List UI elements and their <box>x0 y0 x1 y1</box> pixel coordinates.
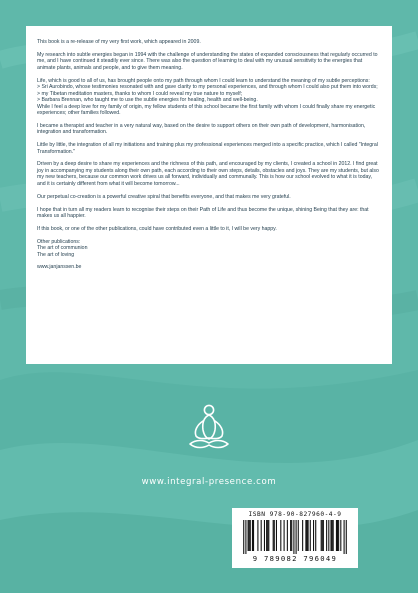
barcode-bar <box>310 520 311 551</box>
barcode-bar <box>305 520 306 551</box>
barcode-bar <box>328 520 329 551</box>
barcode-bar <box>332 520 333 551</box>
barcode-bar <box>245 520 246 554</box>
paragraph-therapist: I became a therapist and teacher in a very natural way, based on the desire to support others on their own path of development, harmonisation, integration and transformation. <box>37 122 366 136</box>
barcode-bar <box>243 520 244 554</box>
publication-item: The art of loving <box>37 251 75 258</box>
barcode-bar <box>273 520 274 551</box>
barcode-bar <box>250 520 251 551</box>
barcode-bars <box>241 520 349 554</box>
barcode-bar <box>346 520 347 554</box>
barcode-bar <box>252 520 253 551</box>
barcode-bar <box>302 520 303 551</box>
barcode-bar <box>249 520 250 551</box>
barcode-bar <box>253 520 254 551</box>
barcode-bar <box>296 520 297 554</box>
barcode-bar <box>337 520 338 551</box>
barcode-bar <box>280 520 281 551</box>
barcode-bar <box>330 520 331 551</box>
isbn-barcode <box>232 508 358 568</box>
publications-heading: Other publications: <box>37 238 81 245</box>
back-cover-text-panel <box>26 26 392 364</box>
barcode-bar <box>290 520 291 551</box>
barcode-bar <box>276 520 277 551</box>
paragraph-hope: I hope that in turn all my readers learn to recognise their steps on their Path of Life and thus become the unique, shining Being that they are: that makes us all happier. <box>37 206 369 220</box>
isbn-label: ISBN 978-90-827960-4-9 <box>248 511 342 518</box>
barcode-bar <box>308 520 309 551</box>
barcode-bar <box>293 520 294 554</box>
barcode-bar <box>344 520 345 554</box>
paragraph-influences: Life, which is good to all of us, has brought people onto my path through whom I could learn to understand the meaning of my subtle perceptions: > Sri Aurobindo, whose testimonies resonated with and gave clarity to my personal experiences, and through whom I could also put them into words; > my Tibetan meditation masters, thanks to whom I could reveal my true nature to myself; > Barbara Brennan, who taught me to use the subtle energies for healing, health and well-being. While I feel a deep love for my family of origin, my fellow students of this school became the first family with whom I could finally share my energetic experiences; other families followed. <box>37 77 378 117</box>
barcode-bar <box>336 520 337 551</box>
barcode-bar <box>248 520 249 551</box>
barcode-bar <box>261 520 262 551</box>
barcode-bar <box>284 520 285 551</box>
barcode-bar <box>321 520 322 551</box>
barcode-bar <box>266 520 267 551</box>
paragraph-intro: This book is a re-release of my very first work, which appeared in 2009. <box>37 39 201 45</box>
paragraph-school: Driven by a deep desire to share my experiences and the richness of this path, and encouraged by my clients, I created a school in 2012. I find great joy in accompanying my students along their own path, each according to their own steps, details, obstacles and joys. They are my students, but also my new teachers, because our common work drives us all forward, individually and communally. This is how our school evolved to what it is today, and it is certainly different from what it will become tomorrow... <box>37 161 379 187</box>
paragraph-contribution: If this book, or one of the other publications, could have contributed even a little to it, I will be very happy. <box>37 225 277 232</box>
ean-digits: 9 789082 796049 <box>252 554 338 563</box>
barcode-bar <box>323 520 324 551</box>
barcode-bar <box>274 520 275 551</box>
barcode-bar <box>322 520 323 551</box>
paragraph-integration: Little by little, the integration of all my initiations and training plus my professional experiences merged into a specific practice, which I called "Integral Transformation." <box>37 142 378 155</box>
barcode-bar <box>315 520 316 551</box>
barcode-bar <box>313 520 314 551</box>
barcode-bar <box>257 520 258 551</box>
barcode-bar <box>287 520 288 551</box>
barcode-bar <box>326 520 327 551</box>
barcode-bar <box>338 520 339 551</box>
barcode-bar <box>268 520 269 551</box>
paragraph-co-creation: Our perpetual co-creation is a powerful creative spiral that benefits everyone, and that makes me very grateful. <box>37 193 291 200</box>
barcode-bar <box>264 520 265 551</box>
barcode-bar <box>306 520 307 551</box>
publisher-website-link[interactable]: www.integral-presence.com <box>141 477 277 487</box>
author-website-link[interactable]: www.janjanssen.be <box>37 264 82 271</box>
barcode-bar <box>291 520 292 551</box>
publication-item: The art of communion <box>37 245 88 252</box>
meditating-figure-icon <box>182 403 236 455</box>
barcode-bar <box>298 520 299 551</box>
barcode-bar <box>267 520 268 551</box>
barcode-bar <box>333 520 334 551</box>
paragraph-research: My research into subtle energies began in 1994 with the challenge of understanding the states of expanded consciousness that regularly occurred to me, and I have continued it steadily ever since. There was also the question of learning to deal with my unusual sensitivity to the energies that animate plants, animals and people, and to give them meaning. <box>37 51 378 71</box>
barcode-bar <box>340 520 341 551</box>
